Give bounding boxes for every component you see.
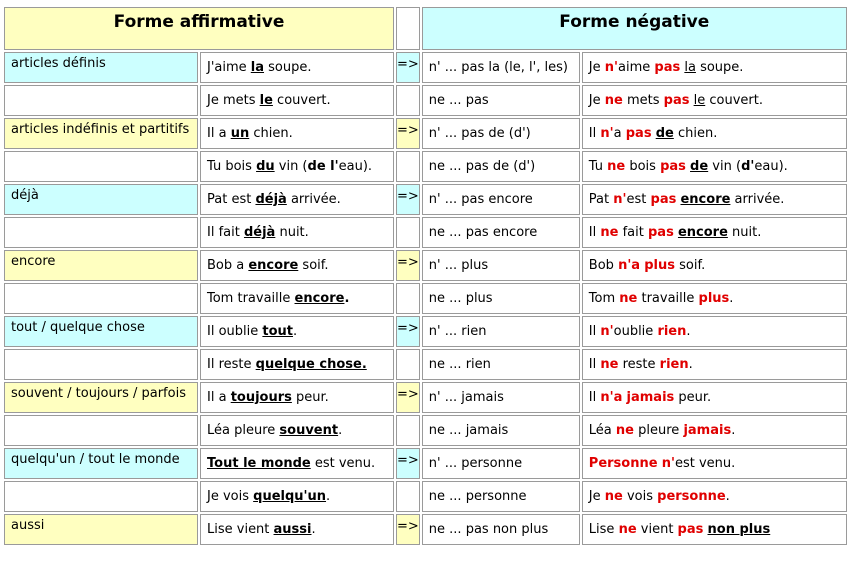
negative-sentence: [582, 184, 847, 215]
affirmative-sentence: [200, 250, 394, 281]
sentence-segment: de: [690, 159, 709, 174]
sentence-segment: Lise: [588, 522, 619, 537]
affirmative-sentence: [200, 151, 394, 182]
affirmative-sentence: [200, 514, 394, 545]
negative-sentence: [582, 118, 847, 149]
category-cell: encore: [4, 250, 198, 281]
table-row: [4, 316, 847, 347]
sentence-segment: .: [725, 489, 730, 504]
table-row: [4, 250, 847, 281]
sentence-segment: Personne: [588, 456, 658, 471]
negative-sentence: [582, 316, 847, 347]
table-row: [4, 184, 847, 215]
negation-structure: ne ... jamais: [422, 415, 580, 446]
sentence-segment: le: [259, 93, 273, 108]
sentence-segment: n': [604, 60, 619, 75]
table-row: [4, 481, 847, 512]
sentence-segment: Il oublie: [207, 324, 263, 339]
sentence-segment: quelque chose.: [255, 357, 367, 372]
sentence-segment: Tu bois: [207, 159, 257, 174]
sentence-segment: mets: [622, 93, 664, 108]
sentence-segment: Il a: [207, 390, 231, 405]
sentence-segment: oublie: [613, 324, 658, 339]
header-negative: Forme négative: [559, 12, 710, 32]
sentence-segment: Léa pleure: [207, 423, 280, 438]
sentence-segment: Pat est: [207, 192, 256, 207]
sentence-segment: pleure: [634, 423, 684, 438]
sentence-segment: Je: [588, 93, 605, 108]
sentence-segment: Bob: [588, 258, 619, 273]
category-cell: articles indéfinis et partitifs: [4, 118, 198, 149]
affirmative-sentence: [200, 52, 394, 83]
negative-sentence: [582, 514, 847, 545]
arrow-cell: [396, 85, 420, 116]
sentence-segment: Il: [588, 225, 601, 240]
sentence-segment: vient: [636, 522, 678, 537]
negation-structure: n' ... personne: [422, 448, 580, 479]
sentence-segment: de: [655, 126, 674, 141]
arrow-cell: [396, 415, 420, 446]
arrow-cell: =>: [396, 382, 420, 413]
table-row: [4, 514, 847, 545]
header-affirmative: Forme affirmative: [113, 12, 285, 32]
negation-structure: ne ... pas encore: [422, 217, 580, 248]
sentence-segment: n': [661, 456, 675, 471]
category-cell: déjà: [4, 184, 198, 215]
sentence-segment: ne: [607, 159, 626, 174]
sentence-segment: nuit.: [275, 225, 309, 240]
sentence-segment: Tom: [588, 291, 620, 306]
header-negative-cell: [422, 7, 847, 50]
sentence-segment: encore: [294, 291, 345, 306]
sentence-segment: J'aime: [207, 60, 251, 75]
sentence-segment: bois: [625, 159, 661, 174]
arrow-cell: =>: [396, 118, 420, 149]
sentence-segment: .: [326, 489, 331, 504]
affirmative-sentence: [200, 382, 394, 413]
sentence-segment: déjà: [255, 192, 287, 207]
negative-sentence: [582, 217, 847, 248]
arrow-cell: =>: [396, 184, 420, 215]
sentence-segment: quelqu'un: [253, 489, 327, 504]
negative-sentence: [582, 481, 847, 512]
sentence-segment: nuit.: [727, 225, 762, 240]
arrow-cell: [396, 151, 420, 182]
negative-sentence: [582, 283, 847, 314]
sentence-segment: reste: [618, 357, 660, 372]
sentence-segment: soif.: [298, 258, 329, 273]
sentence-segment: soupe.: [264, 60, 312, 75]
sentence-segment: n'a: [600, 390, 623, 405]
sentence-segment: plus: [644, 258, 675, 273]
affirmative-sentence: [200, 118, 394, 149]
category-cell: [4, 481, 198, 512]
category-cell: souvent / toujours / parfois: [4, 382, 198, 413]
grammar-table: [2, 5, 849, 547]
category-cell: [4, 217, 198, 248]
sentence-segment: travaille: [637, 291, 699, 306]
sentence-segment: soif.: [674, 258, 706, 273]
sentence-segment: couvert.: [705, 93, 763, 108]
sentence-segment: .: [688, 357, 693, 372]
sentence-segment: la: [250, 60, 265, 75]
negation-structure: ne ... pas: [422, 85, 580, 116]
sentence-segment: rien: [657, 324, 687, 339]
sentence-segment: Il: [588, 126, 601, 141]
negative-sentence: [582, 151, 847, 182]
negation-structure: ne ... pas de (d'): [422, 151, 580, 182]
sentence-segment: Je vois: [207, 489, 254, 504]
sentence-segment: encore: [680, 192, 731, 207]
arrow-cell: [396, 349, 420, 380]
sentence-segment: n': [600, 126, 614, 141]
sentence-segment: encore: [677, 225, 728, 240]
sentence-segment: ne: [604, 489, 623, 504]
sentence-segment: vin (: [274, 159, 308, 174]
sentence-segment: Bob a: [207, 258, 249, 273]
table-row: [4, 415, 847, 446]
sentence-segment: pas: [625, 126, 652, 141]
sentence-segment: .: [344, 291, 350, 306]
table-row: [4, 118, 847, 149]
sentence-segment: ne: [615, 423, 634, 438]
sentence-segment: Je mets: [207, 93, 260, 108]
category-cell: quelqu'un / tout le monde: [4, 448, 198, 479]
sentence-segment: jamais: [683, 423, 732, 438]
sentence-segment: un: [230, 126, 250, 141]
arrow-cell: [396, 481, 420, 512]
negative-sentence: [582, 415, 847, 446]
sentence-segment: Il: [588, 357, 601, 372]
sentence-segment: Tu: [588, 159, 608, 174]
sentence-segment: Il fait: [207, 225, 244, 240]
sentence-segment: .: [311, 522, 316, 537]
table-row: [4, 448, 847, 479]
negative-sentence: [582, 349, 847, 380]
affirmative-sentence: [200, 85, 394, 116]
sentence-segment: Léa: [588, 423, 616, 438]
sentence-segment: aime: [618, 60, 655, 75]
sentence-segment: eau).: [338, 159, 373, 174]
category-cell: [4, 85, 198, 116]
sentence-segment: souvent: [279, 423, 339, 438]
affirmative-sentence: [200, 184, 394, 215]
sentence-segment: n': [600, 324, 614, 339]
negative-sentence: [582, 382, 847, 413]
affirmative-sentence: [200, 415, 394, 446]
category-cell: articles définis: [4, 52, 198, 83]
sentence-segment: déjà: [243, 225, 276, 240]
category-cell: [4, 283, 198, 314]
category-cell: [4, 349, 198, 380]
table-row: [4, 151, 847, 182]
sentence-segment: rien: [659, 357, 689, 372]
affirmative-sentence: [200, 283, 394, 314]
negative-sentence: [582, 85, 847, 116]
sentence-segment: jamais: [626, 390, 675, 405]
sentence-segment: .: [686, 324, 691, 339]
sentence-segment: n'a: [618, 258, 641, 273]
sentence-segment: personne: [657, 489, 726, 504]
sentence-segment: n': [613, 192, 627, 207]
sentence-segment: ne: [619, 291, 638, 306]
sentence-segment: encore: [248, 258, 299, 273]
category-cell: aussi: [4, 514, 198, 545]
sentence-segment: ne: [600, 357, 619, 372]
sentence-segment: tout: [262, 324, 294, 339]
negation-structure: ne ... rien: [422, 349, 580, 380]
sentence-segment: .: [731, 423, 736, 438]
sentence-segment: ne: [618, 522, 637, 537]
sentence-segment: .: [729, 291, 734, 306]
sentence-segment: est venu.: [310, 456, 376, 471]
sentence-segment: pas: [654, 60, 681, 75]
arrow-cell: =>: [396, 250, 420, 281]
negative-sentence: [582, 250, 847, 281]
negation-structure: n' ... pas la (le, l', les): [422, 52, 580, 83]
sentence-segment: non plus: [707, 522, 771, 537]
negation-structure: ne ... plus: [422, 283, 580, 314]
sentence-segment: chien.: [673, 126, 718, 141]
sentence-segment: pas: [647, 225, 674, 240]
sentence-segment: Tom travaille: [207, 291, 295, 306]
sentence-segment: le: [693, 93, 706, 108]
affirmative-sentence: [200, 448, 394, 479]
header-gap-cell: [396, 7, 420, 50]
sentence-segment: pas: [663, 93, 690, 108]
table-row: [4, 283, 847, 314]
sentence-segment: la: [684, 60, 696, 75]
negative-sentence: [582, 448, 847, 479]
sentence-segment: Il: [588, 324, 601, 339]
table-row: [4, 382, 847, 413]
negation-structure: n' ... jamais: [422, 382, 580, 413]
sentence-segment: Il reste: [207, 357, 256, 372]
sentence-segment: ne: [600, 225, 619, 240]
sentence-segment: Lise vient: [207, 522, 274, 537]
sentence-segment: couvert.: [272, 93, 331, 108]
sentence-segment: peur.: [291, 390, 329, 405]
header-affirmative-cell: [4, 7, 394, 50]
sentence-segment: fait: [618, 225, 648, 240]
sentence-segment: vin (: [708, 159, 742, 174]
sentence-segment: toujours: [230, 390, 292, 405]
negation-structure: ne ... personne: [422, 481, 580, 512]
sentence-segment: .: [338, 423, 343, 438]
sentence-segment: Je: [588, 489, 605, 504]
sentence-segment: pas: [650, 192, 677, 207]
sentence-segment: a: [613, 126, 626, 141]
arrow-cell: [396, 283, 420, 314]
sentence-segment: .: [293, 324, 298, 339]
sentence-segment: d': [741, 159, 755, 174]
sentence-segment: Il: [588, 390, 601, 405]
affirmative-sentence: [200, 217, 394, 248]
arrow-cell: =>: [396, 514, 420, 545]
sentence-segment: Tout le monde: [207, 456, 311, 471]
sentence-segment: peur.: [674, 390, 712, 405]
negation-structure: n' ... pas de (d'): [422, 118, 580, 149]
sentence-segment: vois: [622, 489, 658, 504]
sentence-segment: est venu.: [674, 456, 736, 471]
category-cell: [4, 415, 198, 446]
header-row: [4, 7, 847, 50]
affirmative-sentence: [200, 349, 394, 380]
arrow-cell: =>: [396, 448, 420, 479]
sentence-segment: eau).: [754, 159, 788, 174]
table-row: [4, 217, 847, 248]
sentence-segment: Il a: [207, 126, 231, 141]
negative-sentence: [582, 52, 847, 83]
arrow-cell: =>: [396, 316, 420, 347]
negation-structure: ne ... pas non plus: [422, 514, 580, 545]
category-cell: tout / quelque chose: [4, 316, 198, 347]
category-cell: [4, 151, 198, 182]
negation-structure: n' ... pas encore: [422, 184, 580, 215]
negation-structure: n' ... plus: [422, 250, 580, 281]
arrow-cell: =>: [396, 52, 420, 83]
sentence-segment: du: [256, 159, 275, 174]
sentence-segment: chien.: [249, 126, 293, 141]
sentence-segment: est: [626, 192, 651, 207]
table-row: [4, 52, 847, 83]
affirmative-sentence: [200, 481, 394, 512]
sentence-segment: soupe.: [695, 60, 744, 75]
sentence-segment: Je: [588, 60, 605, 75]
arrow-cell: [396, 217, 420, 248]
sentence-segment: Pat: [588, 192, 614, 207]
sentence-segment: arrivée.: [730, 192, 785, 207]
sentence-segment: pas: [660, 159, 686, 174]
sentence-segment: arrivée.: [286, 192, 341, 207]
table-row: [4, 85, 847, 116]
table-row: [4, 349, 847, 380]
negation-structure: n' ... rien: [422, 316, 580, 347]
sentence-segment: aussi: [273, 522, 312, 537]
sentence-segment: de l': [307, 159, 339, 174]
sentence-segment: pas: [677, 522, 704, 537]
sentence-segment: plus: [698, 291, 730, 306]
sentence-segment: ne: [604, 93, 623, 108]
affirmative-sentence: [200, 316, 394, 347]
